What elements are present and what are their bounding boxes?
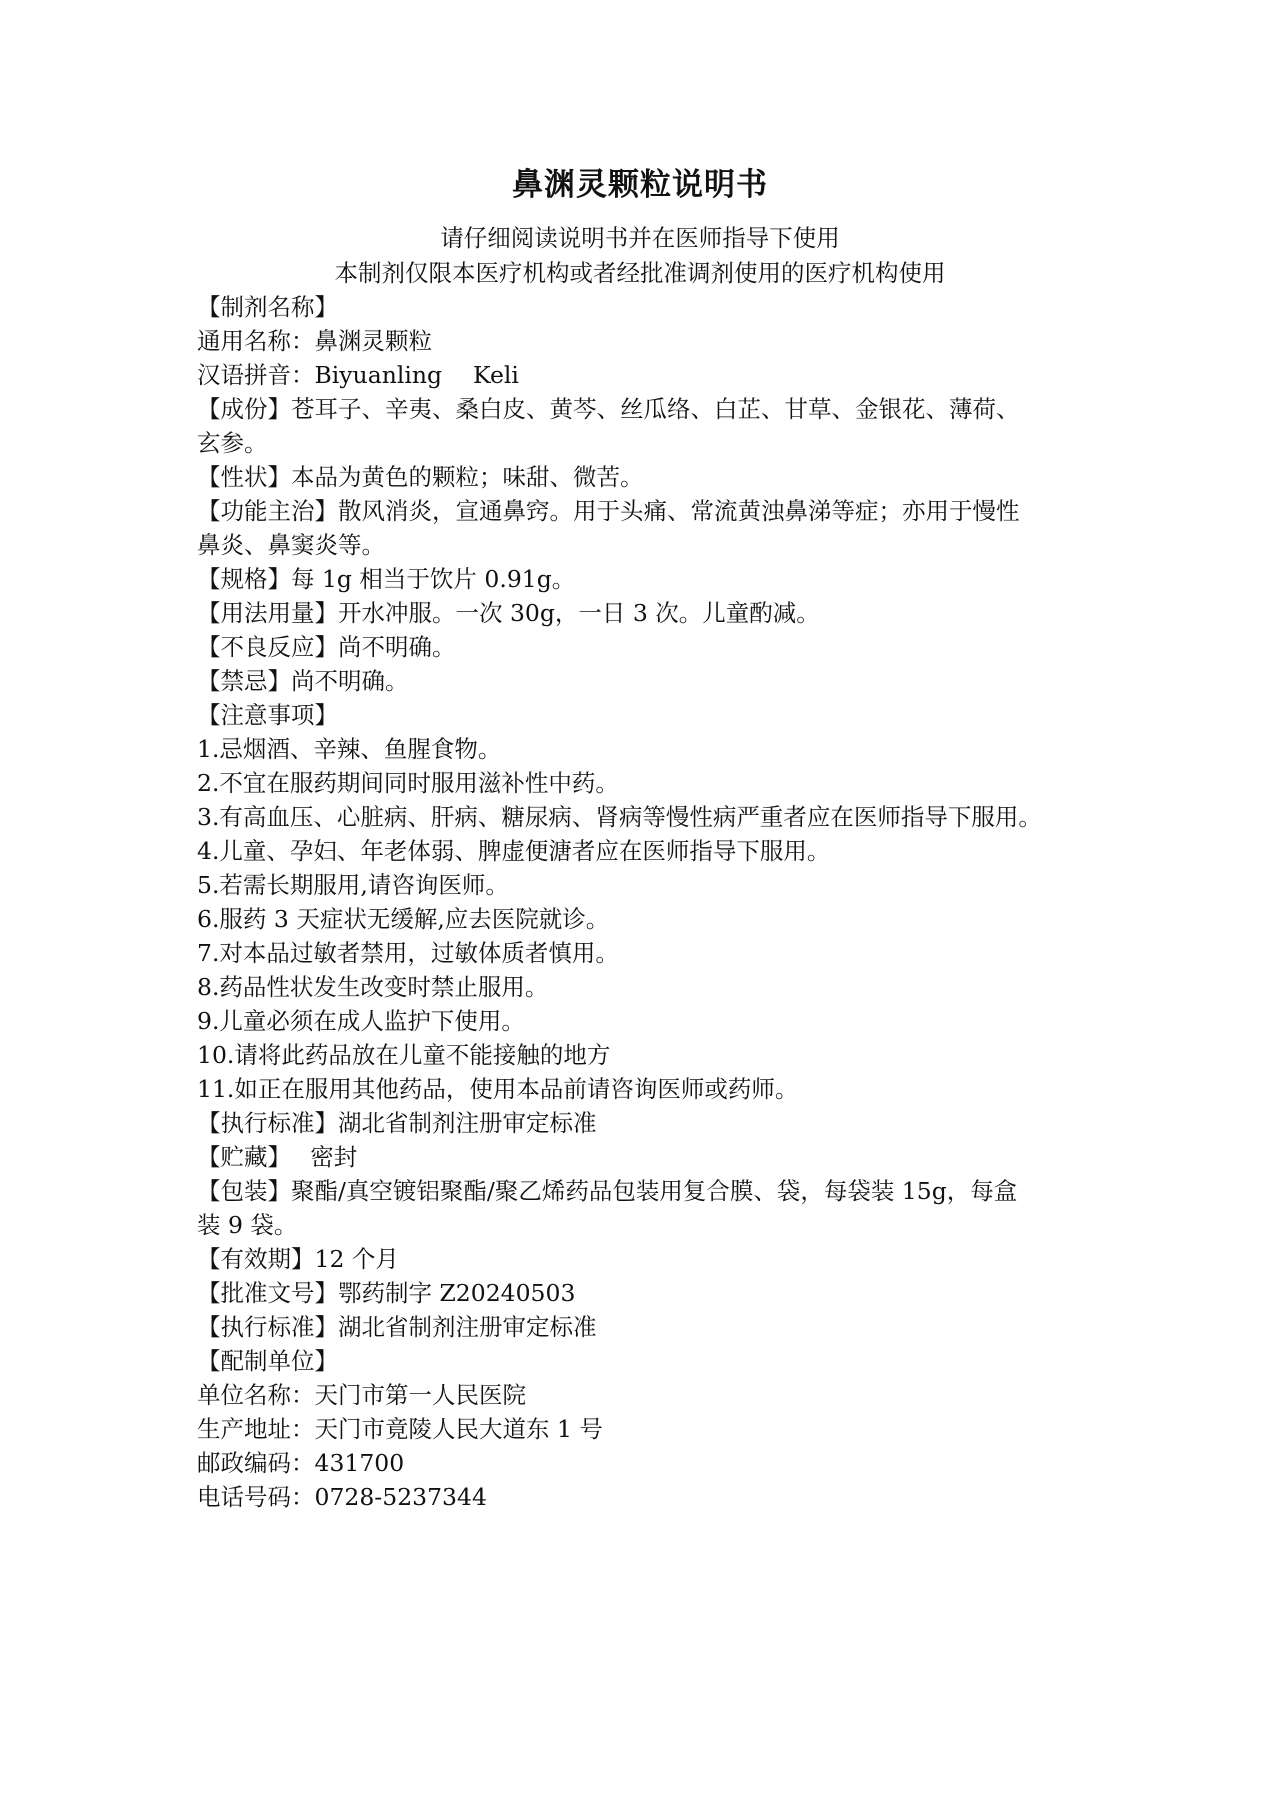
- institution-restriction-notice: 本制剂仅限本医疗机构或者经批准调剂使用的医疗机构使用: [334, 259, 946, 287]
- description-line: 【性状】本品为黄色的颗粒；味甜、微苦。: [197, 463, 644, 491]
- document-body: [197, 290, 1097, 1514]
- section-heading-manufacturer: 【配制单位】: [197, 1347, 338, 1375]
- precaution-item: 6.服药 3 天症状无缓解,应去医院就诊。: [197, 905, 610, 933]
- usage-notice: 请仔细阅读说明书并在医师指导下使用: [440, 224, 840, 252]
- precaution-item: 8.药品性状发生改变时禁止服用。: [197, 973, 549, 1001]
- precaution-item: 1.忌烟酒、辛辣、鱼腥食物。: [197, 735, 502, 763]
- storage-line: 【贮藏】 密封: [197, 1143, 358, 1171]
- precaution-item: 3.有高血压、心脏病、肝病、糖尿病、肾病等慢性病严重者应在医师指导下服用。: [197, 803, 1042, 831]
- adverse-reactions-line: 【不良反应】尚不明确。: [197, 633, 456, 661]
- ingredients-line: 【成份】苍耳子、辛夷、桑白皮、黄芩、丝瓜络、白芷、甘草、金银花、薄荷、: [197, 395, 1020, 423]
- standard-line-repeat: 【执行标准】湖北省制剂注册审定标准: [197, 1313, 597, 1341]
- document-title: 鼻渊灵颗粒说明书: [512, 167, 768, 203]
- precaution-item: 7.对本品过敏者禁用，过敏体质者慎用。: [197, 939, 619, 967]
- precaution-item: 9.儿童必须在成人监护下使用。: [197, 1007, 525, 1035]
- section-heading-preparation-name: 【制剂名称】: [197, 293, 338, 321]
- precaution-item: 11.如正在服用其他药品，使用本品前请咨询医师或药师。: [197, 1075, 799, 1103]
- section-heading-precautions: 【注意事项】: [197, 701, 338, 729]
- approval-number-line: 【批准文号】鄂药制字 Z20240503: [197, 1279, 576, 1307]
- phone-number-line: 电话号码：0728-5237344: [197, 1483, 487, 1511]
- manufacturer-name-line: 单位名称：天门市第一人民医院: [197, 1381, 526, 1409]
- indications-line: 【功能主治】散风消炎，宣通鼻窍。用于头痛、常流黄浊鼻涕等症；亦用于慢性: [197, 497, 1020, 525]
- precaution-item: 4.儿童、孕妇、年老体弱、脾虚便溏者应在医师指导下服用。: [197, 837, 831, 865]
- indications-line-continued: 鼻炎、鼻窦炎等。: [197, 531, 385, 559]
- standard-line: 【执行标准】湖北省制剂注册审定标准: [197, 1109, 597, 1137]
- specification-line: 【规格】每 1g 相当于饮片 0.91g。: [197, 565, 576, 593]
- generic-name-line: 通用名称：鼻渊灵颗粒: [197, 327, 432, 355]
- packaging-line: 【包装】聚酯/真空镀铝聚酯/聚乙烯药品包装用复合膜、袋，每袋装 15g，每盒: [197, 1177, 1018, 1205]
- postal-code-line: 邮政编码：431700: [197, 1449, 405, 1477]
- ingredients-line-continued: 玄参。: [197, 429, 268, 457]
- packaging-line-continued: 装 9 袋。: [197, 1211, 298, 1239]
- precaution-item: 10.请将此药品放在儿童不能接触的地方: [197, 1041, 611, 1069]
- shelf-life-line: 【有效期】12 个月: [197, 1245, 399, 1273]
- manufacturer-address-line: 生产地址：天门市竟陵人民大道东 1 号: [197, 1415, 603, 1443]
- contraindications-line: 【禁忌】尚不明确。: [197, 667, 409, 695]
- precaution-item: 2.不宜在服药期间同时服用滋补性中药。: [197, 769, 619, 797]
- dosage-line: 【用法用量】开水冲服。一次 30g，一日 3 次。儿童酌减。: [197, 599, 820, 627]
- precaution-item: 5.若需长期服用,请咨询医师。: [197, 871, 509, 899]
- pinyin-line: 汉语拼音：Biyuanling Keli: [197, 361, 519, 389]
